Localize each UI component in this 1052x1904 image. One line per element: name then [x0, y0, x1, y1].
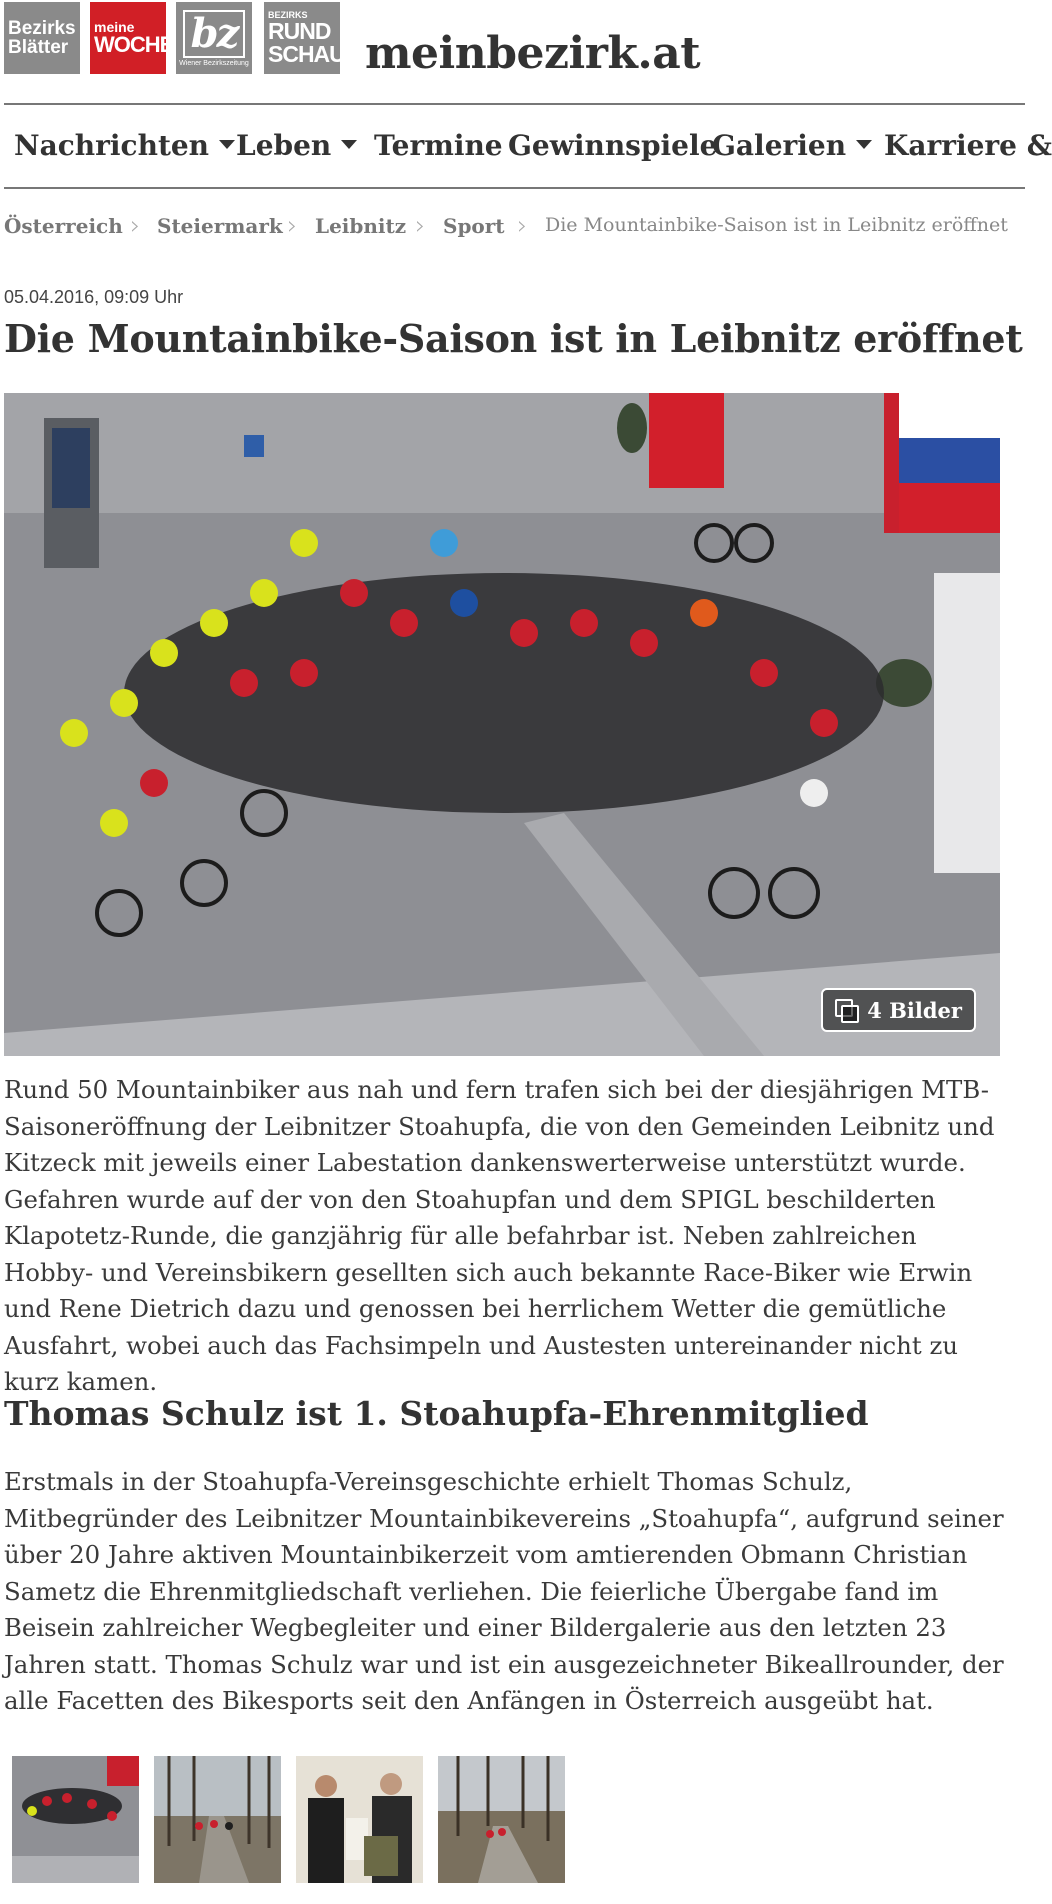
nav-item-termine[interactable] — [374, 129, 503, 162]
article-paragraph: Rund 50 Mountainbiker aus nah und fern trafen sich bei der diesjährigen MTB-Saisoneröffnung der Leibnitzer Stoahupfa, die von den Gemeinden Leibnitz und Kitzeck mit jeweils einer Labestation dankenswerterweise unterstützt wurde. Gefahren wurde auf der von den Stoahupfan und dem SPIGL beschilderten Klapotetz-Runde, die ganzjährig für alle befahrbar ist. Neben zahlreichen Hobby- und Vereinsbikern gesellten sich auch bekannte Race-Biker wie Erwin und Rene Dietrich dazu und genossen bei herrlichem Wetter die gemütliche Ausfahrt, wobei auch das Fachsimpeln und Austesten untereinander nicht zu kurz kamen. — [4, 1075, 995, 1396]
thumbnail-forest-ride — [154, 1756, 281, 1883]
brand-line: bz — [183, 10, 246, 58]
gallery-badge[interactable] — [821, 988, 976, 1032]
caret-down-icon — [341, 140, 357, 149]
chevron-right-icon: › — [517, 211, 528, 241]
gallery-stack-icon — [835, 999, 857, 1021]
chevron-right-icon: › — [130, 211, 141, 241]
nav-item-label: Karriere & — [884, 129, 1052, 162]
article-title: Die Mountainbike-Saison ist in Leibnitz eröffnet — [4, 316, 1023, 361]
nav-item-karriere[interactable] — [884, 129, 1052, 162]
gallery-thumbnail[interactable] — [12, 1756, 139, 1883]
breadcrumb-item-steiermark[interactable]: Steiermark — [157, 214, 283, 238]
breadcrumb-item-leibnitz[interactable]: Leibnitz — [315, 214, 407, 238]
cyclists-group-photo — [4, 393, 1000, 1056]
meine-woche-logo[interactable] — [90, 2, 174, 74]
nav-item-leben[interactable] — [236, 129, 357, 162]
breadcrumb-item-sport[interactable]: Sport — [443, 214, 505, 238]
site-header — [0, 0, 1025, 100]
site-title-logo[interactable]: meinbezirk.at — [365, 28, 701, 79]
brand-line: Blätter — [8, 37, 69, 58]
brand-line: BEZIRKS — [268, 9, 308, 20]
nav-item-galerien[interactable] — [712, 129, 872, 162]
thumbnail-forest-path — [438, 1756, 565, 1883]
nav-item-label: Galerien — [712, 129, 847, 162]
nav-item-label: Termine — [374, 129, 503, 162]
breadcrumb-item-current: Die Mountainbike-Saison ist in Leibnitz eröffnet — [545, 214, 1008, 236]
brand-tagline: Wiener Bezirkszeitung — [179, 59, 249, 67]
chevron-right-icon: › — [415, 211, 426, 241]
bezirksrundschau-logo[interactable] — [264, 2, 345, 74]
thumbnail-award-photo — [296, 1756, 423, 1883]
nav-item-nachrichten[interactable] — [14, 129, 235, 162]
bezirksblaetter-logo[interactable] — [4, 2, 80, 74]
brand-line: meine — [94, 19, 135, 35]
gallery-thumbnail[interactable] — [438, 1756, 565, 1883]
article-paragraph: Erstmals in der Stoahupfa-Vereinsgeschichte erhielt Thomas Schulz, Mitbegründer des Leibnitzer Mountainbikevereins „Stoahupfa“, aufgrund seiner über 20 Jahre aktiven Mountainbikerzeit vom amtierenden Obmann Christian Sametz die Ehrenmitgliedschaft verliehen. Die feierliche Übergabe fand im Beisein zahlreicher Wegbegleiter und einer Bildergalerie aus den letzten 23 Jahren statt. Thomas Schulz war und ist ein ausgezeichneter Bikeallrounder, der alle Facetten des Bikesports seit den Anfängen in Österreich ausgeübt hat. — [4, 1467, 1004, 1715]
brand-line: Bezirks — [8, 18, 76, 39]
gallery-thumbnail[interactable] — [154, 1756, 281, 1883]
brand-line: SCHAU — [268, 40, 345, 67]
gallery-badge-label: 4 Bilder — [867, 997, 962, 1023]
nav-item-label: Nachrichten — [14, 129, 210, 162]
nav-item-gewinnspiele[interactable] — [508, 129, 717, 162]
caret-down-icon — [219, 140, 235, 149]
nav-item-label: Gewinnspiele — [508, 129, 718, 162]
article-date: 05.04.2016, 09:09 Uhr — [4, 287, 184, 307]
nav-item-label: Leben — [236, 129, 332, 162]
article-subheading: Thomas Schulz ist 1. Stoahupfa-Ehrenmitglied — [4, 1394, 869, 1433]
breadcrumb-item-oesterreich[interactable]: Österreich — [4, 214, 123, 238]
thumbnail-group-photo — [12, 1756, 139, 1883]
gallery-thumbnail[interactable] — [296, 1756, 423, 1883]
brand-line: WOCHE — [94, 32, 174, 57]
caret-down-icon — [856, 140, 872, 149]
chevron-right-icon: › — [287, 211, 298, 241]
article-main-image[interactable] — [4, 393, 1000, 1056]
brand-line: RUND — [268, 17, 331, 44]
bz-logo[interactable] — [176, 2, 252, 74]
main-navigation — [4, 103, 1052, 189]
